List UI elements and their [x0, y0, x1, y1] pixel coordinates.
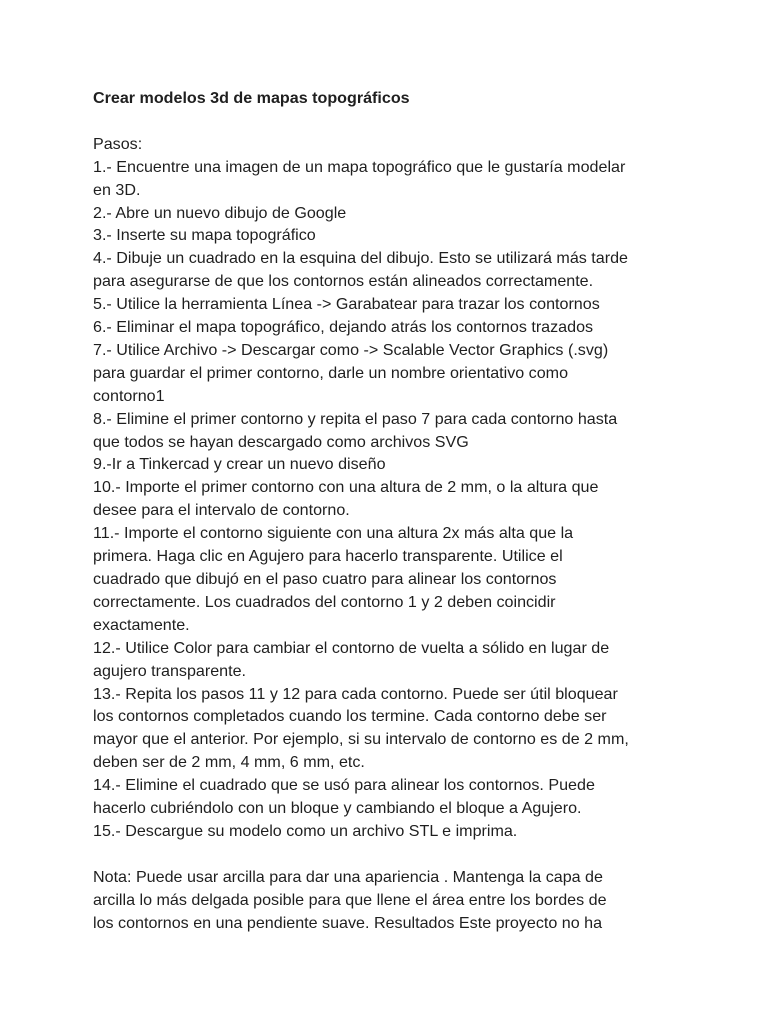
note-line: arcilla lo más delgada posible para que llene el área entre los bordes de — [93, 890, 607, 909]
step-line: 7.- Utilice Archivo -> Descargar como -> Scalable Vector Graphics (.svg) — [93, 340, 609, 359]
step-line: los contornos completados cuando los termine. Cada contorno debe ser — [93, 707, 607, 726]
step-line: 12.- Utilice Color para cambiar el contorno de vuelta a sólido en lugar de — [93, 638, 610, 657]
step-line: exactamente. — [93, 615, 190, 634]
step-line: 6.- Eliminar el mapa topográfico, dejando atrás los contornos trazados — [93, 318, 594, 337]
note-line: Nota: Puede usar arcilla para dar una apariencia . Mantenga la capa de — [93, 867, 603, 886]
step-line: correctamente. Los cuadrados del contorno 1 y 2 deben coincidir — [93, 592, 556, 611]
step-line: 4.- Dibuje un cuadrado en la esquina del dibujo. Esto se utilizará más tarde — [93, 249, 628, 268]
step-line: 1.- Encuentre una imagen de un mapa topográfico que le gustaría modelar — [93, 157, 626, 176]
step-line: 5.- Utilice la herramienta Línea -> Garabatear para trazar los contornos — [93, 295, 600, 314]
step-item — [93, 522, 733, 637]
step-line: primera. Haga clic en Agujero para hacerlo transparente. Utilice el — [93, 547, 563, 566]
step-item — [93, 453, 733, 476]
step-line: 2.- Abre un nuevo dibujo de Google — [93, 203, 347, 222]
step-item — [93, 293, 733, 316]
step-item — [93, 683, 733, 775]
step-item — [93, 408, 733, 454]
step-line: para asegurarse de que los contornos están alineados correctamente. — [93, 272, 594, 291]
step-line: desee para el intervalo de contorno. — [93, 501, 350, 520]
step-line: para guardar el primer contorno, darle un nombre orientativo como — [93, 363, 569, 382]
step-item — [93, 476, 733, 522]
step-item — [93, 637, 733, 683]
step-line: agujero transparente. — [93, 661, 246, 680]
step-line: contorno1 — [93, 386, 165, 405]
spacer — [93, 110, 733, 133]
step-line: 13.- Repita los pasos 11 y 12 para cada contorno. Puede ser útil bloquear — [93, 684, 618, 703]
step-line: 11.- Importe el contorno siguiente con una altura 2x más alta que la — [93, 524, 574, 543]
step-line: 8.- Elimine el primer contorno y repita el paso 7 para cada contorno hasta — [93, 409, 618, 428]
step-line: que todos se hayan descargado como archivos SVG — [93, 432, 469, 451]
note-paragraph — [93, 866, 733, 935]
step-item — [93, 339, 733, 408]
step-line: 10.- Importe el primer contorno con una altura de 2 mm, o la altura que — [93, 478, 599, 497]
steps-heading: Pasos: — [93, 134, 143, 153]
step-line: mayor que el anterior. Por ejemplo, si su intervalo de contorno es de 2 mm, — [93, 730, 629, 749]
step-line: 9.-Ir a Tinkercad y crear un nuevo diseño — [93, 455, 386, 474]
step-line: deben ser de 2 mm, 4 mm, 6 mm, etc. — [93, 753, 365, 772]
step-line: 15.- Descargue su modelo como un archivo STL e imprima. — [93, 821, 518, 840]
step-line: hacerlo cubriéndolo con un bloque y cambiando el bloque a Agujero. — [93, 799, 582, 818]
note-line: los contornos en una pendiente suave. Resultados Este proyecto no ha — [93, 913, 603, 932]
document-body — [93, 87, 733, 935]
step-item — [93, 156, 733, 202]
document-title: Crear modelos 3d de mapas topográficos — [93, 89, 410, 107]
step-item — [93, 202, 733, 225]
step-line: 14.- Elimine el cuadrado que se usó para alinear los contornos. Puede — [93, 776, 595, 795]
steps-list — [93, 156, 733, 843]
step-item — [93, 820, 733, 843]
step-line: 3.- Inserte su mapa topográfico — [93, 226, 316, 245]
step-item — [93, 247, 733, 293]
step-item — [93, 224, 733, 247]
step-item — [93, 316, 733, 339]
step-line: cuadrado que dibujó en el paso cuatro para alinear los contornos — [93, 570, 557, 589]
step-line: en 3D. — [93, 180, 141, 199]
step-item — [93, 774, 733, 820]
spacer — [93, 843, 733, 866]
